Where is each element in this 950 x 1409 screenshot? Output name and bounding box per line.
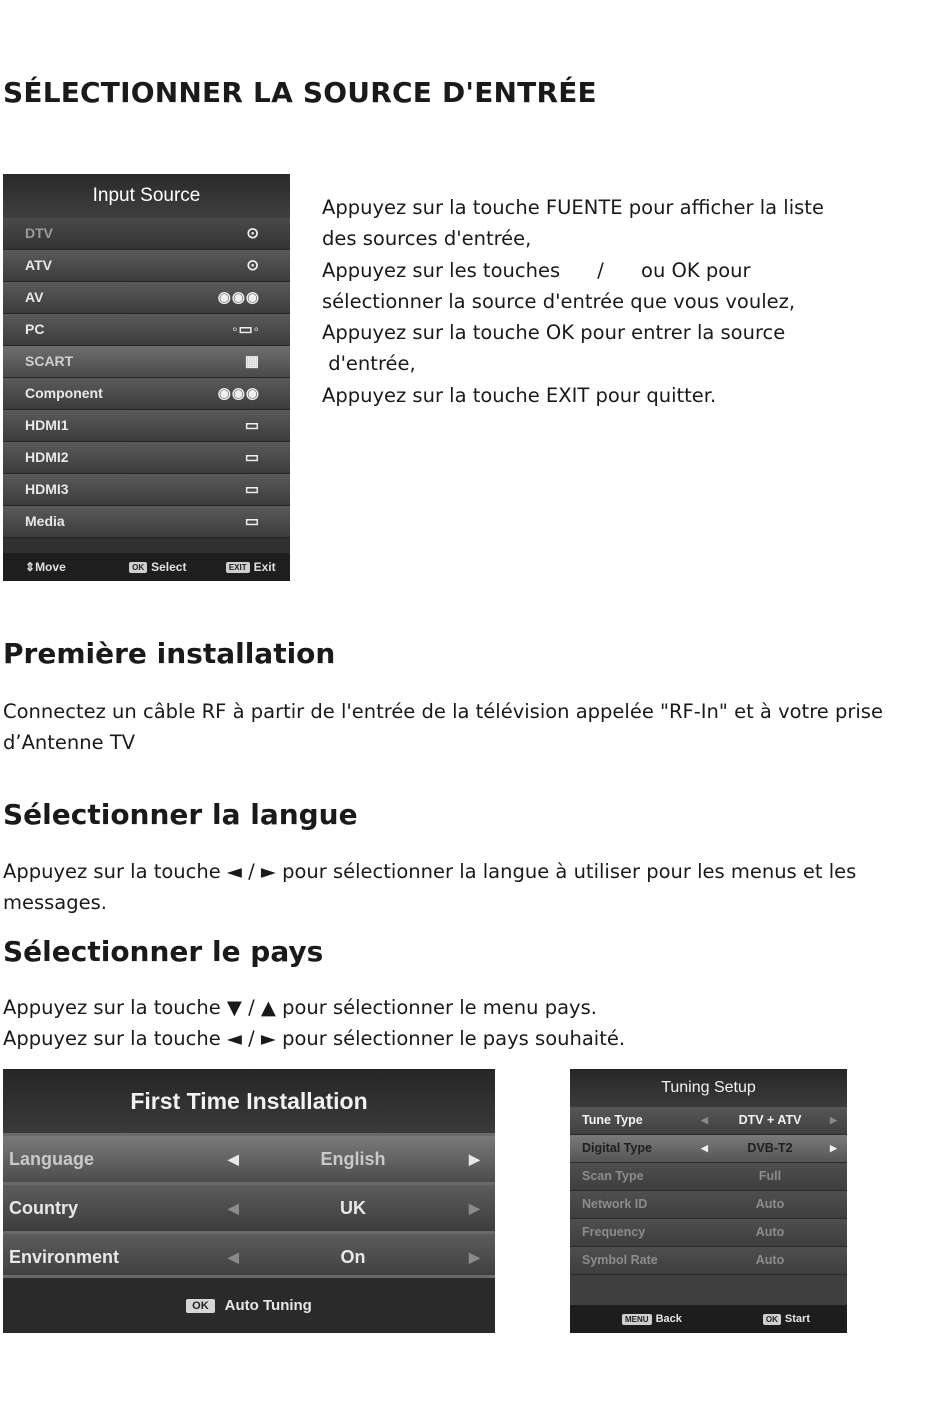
right-arrow-icon[interactable]: ▶ [469,1249,480,1265]
coax-icon: ⊙ [246,225,260,242]
scan-type-row: Scan Type Full [570,1163,847,1191]
left-arrow-icon[interactable]: ◀ [228,1200,239,1216]
heading-language: Sélectionner la langue [3,798,358,831]
menu-key-icon: MENU [622,1314,652,1325]
digital-type-row[interactable]: Digital Type ◀ DVB-T2 ▶ [570,1135,847,1163]
left-arrow-icon[interactable]: ◀ [701,1143,708,1153]
tuning-setup-title: Tuning Setup [570,1069,847,1107]
source-item-dtv[interactable]: DTV ⊙ [3,218,290,250]
source-item-atv[interactable]: ATV ⊙ [3,250,290,282]
country-row[interactable]: Country ◀ UK ▶ [3,1182,495,1231]
vga-icon: ◦▭◦ [232,321,260,338]
right-arrow-icon[interactable]: ▶ [469,1200,480,1216]
hdmi-icon: ▭ [244,481,260,498]
coax-icon: ⊙ [246,257,260,274]
usb-icon: ▭ [244,513,260,530]
ok-key-icon: OK [186,1299,215,1313]
language-text: Appuyez sur la touche ◄ / ► pour sélectionner la langue à utiliser pour les menus et les messages. [3,860,857,914]
installation-text: Connectez un câble RF à partir de l'entrée de la télévision appelée "RF-In" et à votre prise d’Antenne TV [3,700,883,754]
tuning-setup-menu [570,1069,847,1333]
exit-key-icon: EXIT [226,562,250,573]
left-arrow-icon[interactable]: ◀ [701,1115,708,1125]
source-item-pc[interactable]: PC ◦▭◦ [3,314,290,346]
language-row[interactable]: Language ◀ English ▶ [3,1133,495,1182]
ok-key-icon: OK [763,1314,781,1325]
first-time-installation-menu [3,1069,495,1333]
auto-tuning-footer[interactable]: OK Auto Tuning [3,1275,495,1333]
source-item-hdmi1[interactable]: HDMI1 ▭ [3,410,290,442]
network-id-row: Network ID Auto [570,1191,847,1219]
source-item-hdmi3[interactable]: HDMI3 ▭ [3,474,290,506]
hdmi-icon: ▭ [244,417,260,434]
right-arrow-icon[interactable]: ▶ [469,1151,480,1167]
ok-key-icon: OK [129,562,147,573]
left-arrow-icon[interactable]: ◀ [228,1249,239,1265]
frequency-row: Frequency Auto [570,1219,847,1247]
right-arrow-icon[interactable]: ▶ [830,1143,837,1153]
source-item-component[interactable]: Component ◉◉◉ [3,378,290,410]
heading-country: Sélectionner le pays [3,935,324,968]
country-text: Appuyez sur la touche ▼ / ▲ pour sélectionner le menu pays. Appuyez sur la touche ◄ / ► pour sélectionner le pays souhaité. [3,996,626,1050]
rca-icon: ◉◉◉ [217,385,260,402]
right-arrow-icon[interactable]: ▶ [830,1115,837,1125]
hdmi-icon: ▭ [244,449,260,466]
source-item-hdmi2[interactable]: HDMI2 ▭ [3,442,290,474]
source-item-scart[interactable]: SCART ▦ [3,346,290,378]
tune-type-row[interactable]: Tune Type ◀ DTV + ATV ▶ [570,1107,847,1135]
symbol-rate-row: Symbol Rate Auto [570,1247,847,1275]
input-source-menu [3,174,290,581]
input-source-title: Input Source [3,174,290,218]
source-instructions: Appuyez sur la touche FUENTE pour afficher la liste des sources d'entrée, Appuyez sur les touches / ou OK pour sélectionner la source d'entrée que vous voulez, Appuyez sur la touche OK pour entrer la source d'entrée, Appuyez sur la touche EXIT pour quitter. [322,196,824,407]
input-source-footer: ⇕Move OK Select EXIT Exit [3,553,290,581]
scart-icon: ▦ [244,353,260,370]
environment-row[interactable]: Environment ◀ On ▶ [3,1231,495,1280]
source-item-av[interactable]: AV ◉◉◉ [3,282,290,314]
rca-icon: ◉◉◉ [217,289,260,306]
first-time-title: First Time Installation [3,1069,495,1133]
tuning-footer: MENU Back OK Start [570,1305,847,1333]
left-arrow-icon[interactable]: ◀ [228,1151,239,1167]
up-down-arrow-icon: ⇕ [25,560,36,574]
heading-installation: Première installation [3,637,336,670]
page-title: SÉLECTIONNER LA SOURCE D'ENTRÉE [3,76,597,109]
source-item-media[interactable]: Media ▭ [3,506,290,538]
